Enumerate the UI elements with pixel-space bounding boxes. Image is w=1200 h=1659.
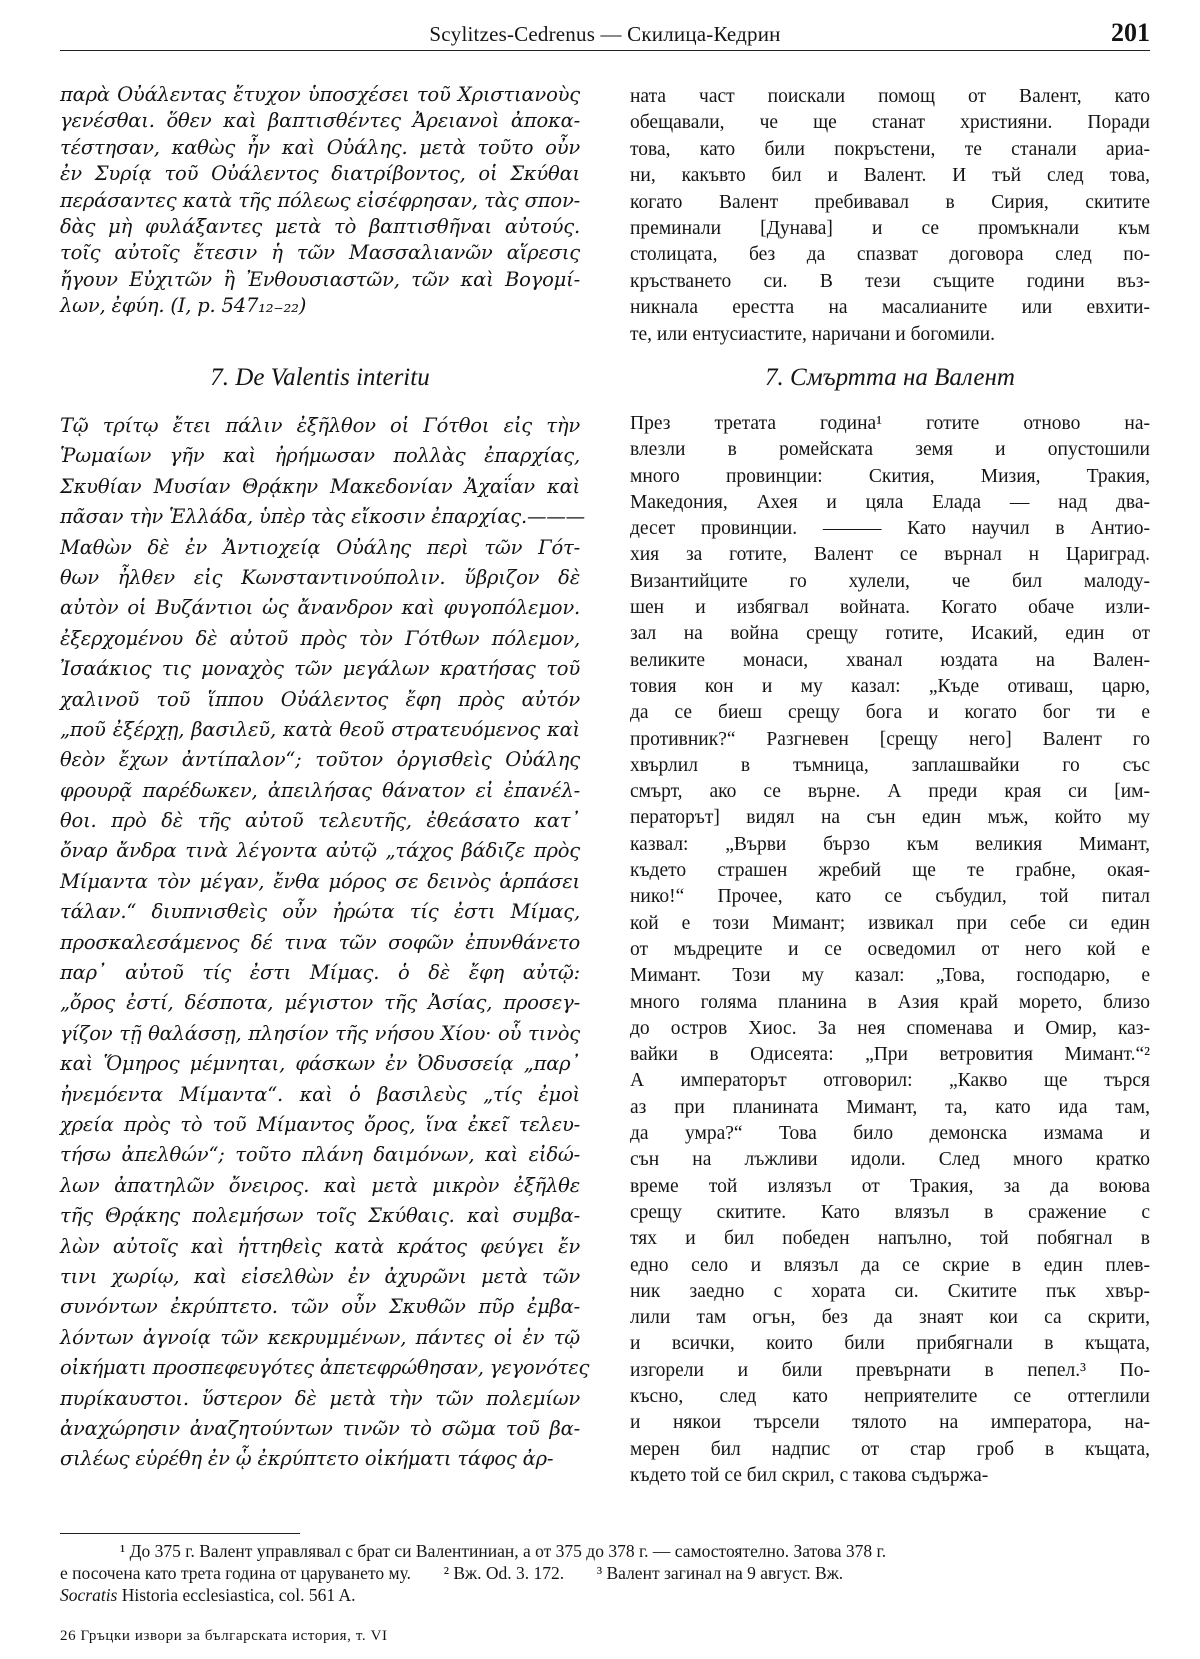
greek-text-top xyxy=(60,82,580,320)
bulgarian-text-line: мерен бил надпис от стар гроб в къщата, xyxy=(630,1438,1150,1460)
bulgarian-text-line: ператорът] видял на сън един мъж, който му xyxy=(630,807,1150,829)
running-title: Scylitzes-Cedrenus — Скилица-Кедрин xyxy=(429,22,781,46)
greek-text-line: παρ᾿ αὐτοῦ τίς ἐστι Μίμας. ὁ δὲ ἔφη αὐτῷ: xyxy=(60,961,580,985)
footnote-line-3 xyxy=(60,1584,1150,1606)
greek-text-line: θων ἦλθεν εἰς Κωνσταντινούπολιν. ὕβριζον δὲ xyxy=(60,565,580,589)
greek-text-line: καὶ Ὅμηρος μέμνηται, φάσκων ἐν Ὀδυσσείᾳ „παρ᾿ xyxy=(60,1052,580,1076)
bulgarian-text-line: столицата, без да спазват договора след по- xyxy=(630,244,1150,266)
bulgarian-text-top xyxy=(630,84,1150,348)
greek-text-line: σιλέως εὑρέθη ἐν ᾧ ἐκρύπτετο οἰκήματι τάφος ἀρ- xyxy=(60,1447,554,1471)
greek-text-line: Τῷ τρίτῳ ἔτει πάλιν ἐξῆλθον οἱ Γότθοι εἰς τὴν xyxy=(60,414,580,437)
greek-text-line: γενέσθαι. ὅθεν καὶ βαπτισθέντες Ἀρειανοὶ ἀποκα- xyxy=(60,109,580,133)
bulgarian-text-line: до остров Хиос. За нея споменава и Омир, каз- xyxy=(630,1017,1150,1039)
bulgarian-text-line: обещавали, че ще станат християни. Поради xyxy=(630,112,1150,134)
bulgarian-text-line: вайки в Одисеята: „При ветровития Мимант.“² xyxy=(630,1044,1150,1066)
greek-text-line: παρὰ Οὐάλεντας ἔτυχον ὑποσχέσει τοῦ Χριστιανοὺς xyxy=(60,83,580,106)
bulgarian-text-line: тях и бил победен напълно, той побягнал в xyxy=(630,1228,1150,1250)
bulgarian-text-line: където страшен жребий ще те грабне, окая- xyxy=(630,860,1150,882)
bulgarian-text-line: лили там огън, без да знаят кои са скрити, xyxy=(630,1307,1150,1329)
greek-text-line: δὰς μὴ φυλάξαντες μετὰ τὸ βαπτισθῆναι αὐτούς. xyxy=(60,214,580,238)
bulgarian-text-line: нико!“ Прочее, като се събудил, той питал xyxy=(630,886,1150,908)
bulgarian-text-line: те, или ентусиастите, наричани и богомили. xyxy=(630,323,995,345)
bulgarian-text-line: казвал: „Върви бързо към великия Мимант, xyxy=(630,833,1150,855)
signature-line: 26 Гръцки извори за българската история, т. VI xyxy=(60,1628,388,1644)
bulgarian-text-line: товия кон и му казал: „Къде отиваш, царю, xyxy=(630,675,1150,697)
bulgarian-text-line: десет провинции. ——— Като научил в Антио- xyxy=(630,518,1150,540)
bulgarian-text-line: кой е този Мимант; извикал при себе си един xyxy=(630,912,1150,934)
greek-text-line: τέστησαν, καθὼς ἦν καὶ Οὐάλης. μετὰ τοῦτο οὖν xyxy=(60,135,580,159)
bulgarian-text-line: преминали [Дунава] и се промъкнали към xyxy=(630,217,1150,239)
greek-text-line: αὐτὸν οἱ Βυζάντιοι ὡς ἄνανδρον καὶ φυγοπόλεμον. xyxy=(60,596,580,620)
footnote-1: ¹ До 375 г. Валент управлявал с брат си Валентиниан, а от 375 до 378 г. — самостоятелно. Затова 378 г. xyxy=(120,1541,887,1561)
greek-text-line: ἐξερχομένου δὲ αὐτοῦ πρὸς τὸν Γότθων πόλεμον, xyxy=(60,626,580,650)
bulgarian-text-line: изгорели и били превърнати в пепел.³ По- xyxy=(630,1359,1150,1381)
greek-text-line: Ῥωμαίων γῆν καὶ ἠρήμωσαν πολλὰς ἐπαρχίας, xyxy=(60,444,580,468)
bulgarian-text-line: ник заедно с хората си. Скитите пък хвър- xyxy=(630,1280,1150,1302)
greek-text-line: λὼν αὐτοῖς καὶ ἡττηθεὶς κατὰ κράτος φεύγει ἔν xyxy=(60,1234,580,1258)
bulgarian-text-line: смърт, ако се върне. А преди края си [им- xyxy=(630,781,1150,803)
greek-text-line: τάλαν.“ διυπνισθεὶς οὖν ἠρώτα τίς ἐστι Μίμας, xyxy=(60,900,580,924)
greek-text-line: „ὄρος ἐστί, δέσποτα, μέγιστον τῆς Ἀσίας, προσεγ- xyxy=(60,991,580,1015)
greek-text-line: Σκυθίαν Μυσίαν Θρᾴκην Μακεδονίαν Ἀχαΐαν καὶ xyxy=(60,474,580,498)
bulgarian-text-line: противник?“ Разгневен [срещу него] Валент го xyxy=(630,728,1150,750)
greek-text-line: ἐν Συρίᾳ τοῦ Οὐάλεντος διατρίβοντος, οἱ Σκύθαι xyxy=(60,162,580,186)
greek-text-line: λων, ἐφύη. (I, p. 547₁₂₋₂₂) xyxy=(60,294,307,318)
greek-text-line: λόντων ἀγνοίᾳ τῶν κεκρυμμένων, πάντες οἱ ἐν τῷ xyxy=(60,1325,580,1349)
bulgarian-text-line: сън на лъжливи идоли. След много кратко xyxy=(630,1149,1150,1171)
bulgarian-text-line: великите монаси, хванал юздата на Вален- xyxy=(630,649,1150,671)
bulgarian-text-line: кръстването си. В тези същите години въз- xyxy=(630,270,1150,292)
greek-text-line: πᾶσαν τὴν Ἑλλάδα, ὑπὲρ τὰς εἴκοσιν ἐπαρχίας.——— xyxy=(60,505,585,529)
greek-text-line: Ἰσαάκιος τις μοναχὸς τῶν μεγάλων κρατήσας τοῦ xyxy=(60,657,580,681)
bulgarian-text-line: Мимант. Този му казал: „Това, господарю, е xyxy=(630,965,1150,987)
bulgarian-text-line: А императорът отговорил: „Какво ще търся xyxy=(630,1070,1150,1092)
greek-text-line: γίζον τῇ θαλάσσῃ, πλησίον τῆς νήσου Χίου· οὗ τινὸς xyxy=(60,1021,580,1045)
greek-text-line: προσκαλεσάμενος δέ τινα τῶν σοφῶν ἐπυνθάνετο xyxy=(60,930,580,954)
bulgarian-text-line: където той се бил скрил, с такова съдържа- xyxy=(630,1464,989,1486)
greek-text-line: οἰκήματι προσπεφευγότες ἀπετεφρώθησαν, γεγονότες xyxy=(60,1356,590,1380)
greek-text-line: τήσω ἀπελθών“; τοῦτο πλάνη δαιμόνων, καὶ εἰδώ- xyxy=(60,1143,580,1167)
bulgarian-text-line: време той излязъл от Тракия, за да воюва xyxy=(630,1175,1150,1197)
footnote-2: ² Вж. Od. 3. 172. xyxy=(443,1563,565,1583)
greek-text-line: περάσαντες κατὰ τῆς πόλεως εἰσέφρησαν, τὰς σπον- xyxy=(60,188,580,212)
bulgarian-text-line: късно, след като неприятелите се оттеглили xyxy=(630,1385,1150,1407)
section-title-bulgarian: 7. Смъртта на Валент xyxy=(765,364,1015,391)
greek-text-line: Μαθὼν δὲ ἐν Ἀντιοχείᾳ Οὐάλης περὶ τῶν Γότ- xyxy=(60,535,580,559)
bulgarian-text-line: Византийците го хулели, че бил малоду- xyxy=(630,570,1150,592)
greek-text-line: Μίμαντα τὸν μέγαν, ἔνθα μόρος σε δεινὸς ἁρπάσει xyxy=(60,869,580,893)
bulgarian-text-line: това, като били покръстени, те станали ариа- xyxy=(630,138,1150,160)
greek-text-line: τινι χωρίῳ, καὶ εἰσελθὼν ἐν ἀχυρῶνι μετὰ τῶν xyxy=(60,1264,580,1288)
greek-text-main xyxy=(60,411,590,1475)
footnote-line-2 xyxy=(60,1562,1150,1584)
greek-text-line: συνόντων ἐκρύπτετο. τῶν οὖν Σκυθῶν πῦρ ἐμβα- xyxy=(60,1295,580,1319)
greek-text-line: „ποῦ ἐξέρχῃ, βασιλεῦ, κατὰ θεοῦ στρατευόμενος καὶ xyxy=(60,717,580,741)
bulgarian-text-line: Македония, Ахея и цяла Елада — над два- xyxy=(630,491,1150,513)
bulgarian-text-line: никнала ересттa на масалианите или евхити- xyxy=(630,297,1150,319)
bulgarian-text-line: срещу скитите. Като влязъл в сражение с xyxy=(630,1201,1150,1223)
bulgarian-text-line: и някои търсели тялото на императора, на- xyxy=(630,1412,1150,1434)
greek-text-line: πυρίκαυστοι. ὕστερον δὲ μετὰ τὴν τῶν πολεμίων xyxy=(60,1386,580,1410)
greek-text-line: τῆς Θρᾴκης πολεμήσων τοῖς Σκύθαις. καὶ συμβα- xyxy=(60,1204,580,1228)
bulgarian-text-line: да умра?“ Това било демонска измама и xyxy=(630,1123,1150,1145)
greek-text-line: λων ἀπατηλῶν ὄνειρος. καὶ μετὰ μικρὸν ἐξῆλθε xyxy=(60,1173,580,1197)
footnote-3: ³ Валент загинал на 9 август. Вж. xyxy=(596,1563,844,1583)
bulgarian-text-line: зал на война срещу готите, Исакий, един от xyxy=(630,623,1150,645)
running-header xyxy=(60,16,1150,51)
greek-text-line: χρεία πρὸς τὸ τοῦ Μίμαντος ὄρος, ἵνα ἐκεῖ τελευ- xyxy=(60,1112,580,1136)
bulgarian-text-main xyxy=(630,411,1150,1489)
bulgarian-text-line: През третата година¹ готите отново на- xyxy=(630,413,1150,434)
page-number: 201 xyxy=(1111,18,1150,47)
greek-text-line: ἤγουν Εὐχιτῶν ἢ Ἐνθουσιαστῶν, τῶν καὶ Βογομί- xyxy=(60,267,580,291)
bulgarian-text-line: хвърлил в тъмница, заплашвайки го със xyxy=(630,754,1150,776)
bulgarian-text-line: ни, какъвто бил и Валент. И тъй след това, xyxy=(630,165,1150,187)
bulgarian-text-line: ната част поискали помощ от Валент, като xyxy=(630,86,1150,107)
greek-text-line: τοῖς αὐτοῖς ἔτεσιν ἡ τῶν Μασσαλιανῶν αἵρεσις xyxy=(60,241,580,265)
bulgarian-text-line: хия за готите, Валент се върнал н Цариград. xyxy=(630,544,1150,566)
greek-text-line: θεὸν ἔχων ἀντίπαλον“; τοῦτον ὀργισθεὶς Οὐάλης xyxy=(60,748,580,772)
footnote-1-continued: е посочена като трета година от царуването му. xyxy=(60,1563,411,1583)
bulgarian-text-line: много провинции: Скития, Мизия, Тракия, xyxy=(630,465,1150,487)
bulgarian-text-line: когато Валент пребивавал в Сирия, скитите xyxy=(630,191,1150,213)
greek-text-line: θοι. πρὸ δὲ τῆς αὐτοῦ τελευτῆς, ἐθεάσατο κατ᾿ xyxy=(60,809,580,833)
bulgarian-text-line: много голяма планина в Азия край морето, близо xyxy=(630,991,1150,1013)
bulgarian-text-line: аз при планината Мимант, та, като ида там, xyxy=(630,1096,1150,1118)
bulgarian-text-line: едно село и влязъл да се скрие в един плев- xyxy=(630,1254,1150,1276)
bulgarian-text-line: и всички, които били прибягнали в къщата, xyxy=(630,1333,1150,1355)
bulgarian-text-line: влезли в ромейската земя и опустошили xyxy=(630,439,1150,461)
footnote-rule xyxy=(60,1533,300,1534)
greek-text-line: φρουρᾷ παρέδωκεν, ἀπειλήσας θάνατον εἰ ἐπανέλ- xyxy=(60,778,580,802)
greek-text-line: χαλινοῦ τοῦ ἵππου Οὐάλεντος ἔφη πρὸς αὐτόν xyxy=(60,687,580,711)
section-title-latin: 7. De Valentis interitu xyxy=(210,364,430,391)
bulgarian-text-line: шен и избягвал войната. Когато обаче изли- xyxy=(630,597,1150,619)
greek-text-line: ἀναχώρησιν ἀναζητούντων τινῶν τὸ σῶμα τοῦ βα- xyxy=(60,1416,580,1440)
greek-text-line: ὄναρ ἄνδρα τινὰ λέγοντα αὐτῷ „τάχος βάδιζε πρὸς xyxy=(60,839,580,863)
bulgarian-text-line: от мъдреците и се осведомил от него кой е xyxy=(630,938,1150,960)
greek-text-line: ἠνεμόεντα Μίμαντα“. καὶ ὁ βασιλεὺς „τίς ἐμοὶ xyxy=(60,1082,580,1106)
footnotes xyxy=(60,1540,1150,1606)
bulgarian-text-line: да се биеш срещу бога и когато бог ти е xyxy=(630,702,1150,724)
footnote-3-source-italic: Socratis xyxy=(60,1585,118,1605)
footnote-3-source: Historia ecclesiastica, col. 561 A. xyxy=(117,1585,356,1605)
